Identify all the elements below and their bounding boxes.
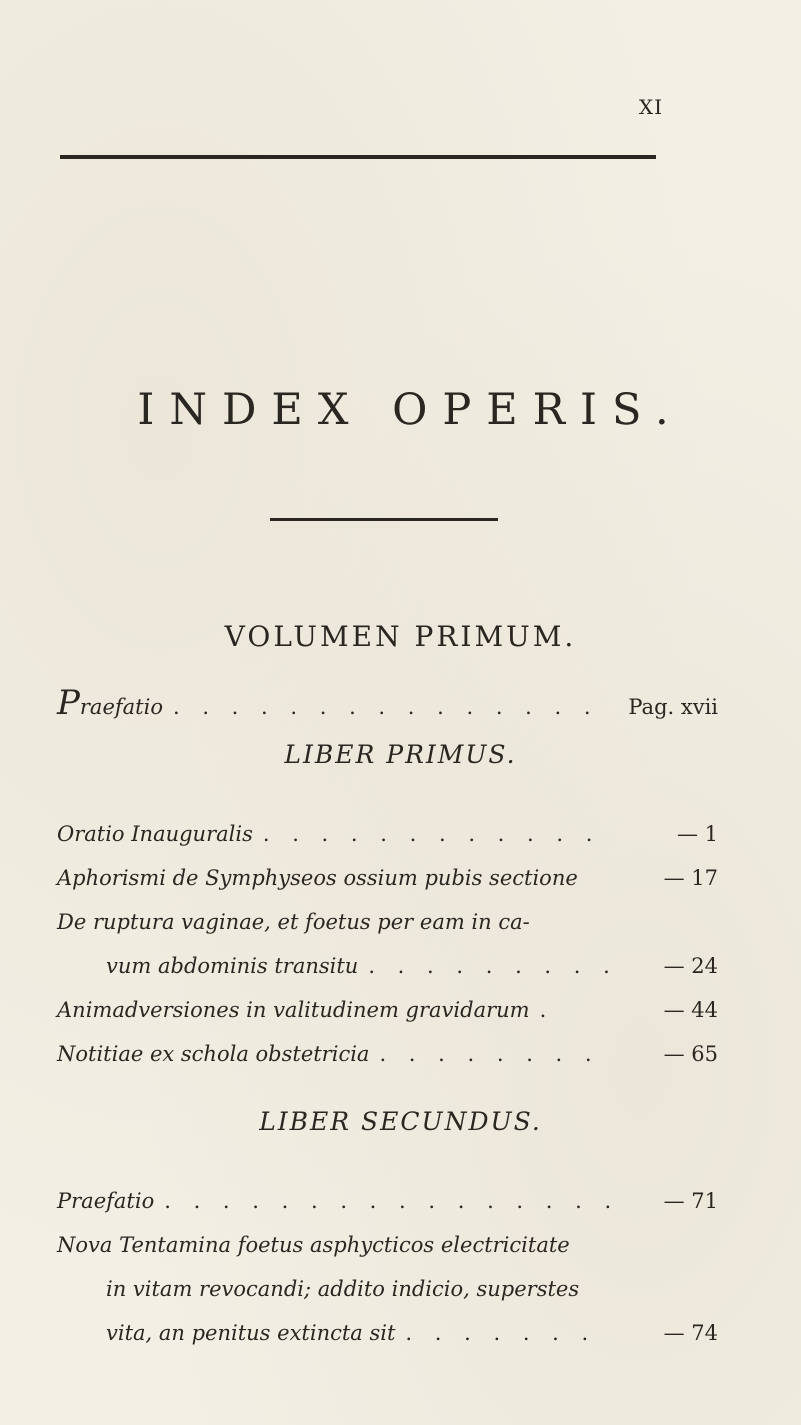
toc-entry-page: — 71 (663, 1189, 718, 1213)
title-rule (270, 518, 498, 521)
leader-dots: . . . . . . . . (379, 1042, 600, 1066)
leader-dots: . . . . . . . (405, 1321, 597, 1345)
toc-entry-title (57, 683, 163, 723)
toc-entry-page: Pag. xvii (628, 695, 718, 719)
page-number: XI (638, 95, 663, 119)
toc-entry-title: Animadversiones in valitudinem gravidarum (57, 998, 530, 1022)
toc-entry-title-rest: raefatio (79, 695, 163, 719)
toc-entry-continuation (106, 954, 718, 978)
toc-entry-page: — 65 (663, 1042, 718, 1066)
toc-entry-title: vita, an penitus extincta sit (106, 1321, 396, 1345)
drop-cap: P (57, 683, 80, 723)
toc-entry (57, 1042, 718, 1066)
toc-entry (57, 866, 718, 890)
toc-entry (57, 822, 718, 846)
toc-entry-continuation (106, 1277, 718, 1301)
toc-entry-praefatio (57, 683, 718, 723)
toc-entry-page: — 1 (676, 822, 718, 846)
leader-dots: . . . . . . . . . . . . . . . . (164, 1189, 620, 1213)
toc-entry-title: Oratio Inauguralis (57, 822, 253, 846)
toc-entry-title: vum abdominis transitu (106, 954, 359, 978)
toc-entry (57, 910, 718, 934)
liber-secundus-heading: LIBER SECUNDUS. (259, 1107, 542, 1136)
toc-entry-continuation (106, 1321, 718, 1345)
leader-dots: . (539, 998, 555, 1022)
liber-primus-heading: LIBER PRIMUS. (284, 740, 517, 769)
toc-entry-title: Aphorismi de Symphyseos ossium pubis sectione (57, 866, 578, 890)
toc-entry-page: — 17 (663, 866, 718, 890)
toc-entry-title: in vitam revocandi; addito indicio, superstes (106, 1277, 580, 1301)
volume-title: VOLUMEN PRIMUM. (224, 620, 577, 653)
toc-entry-title: Praefatio (57, 1189, 155, 1213)
top-rule (60, 155, 656, 159)
leader-dots: . . . . . . . . . . . . (262, 822, 601, 846)
leader-dots: . . . . . . . . . (368, 954, 618, 978)
toc-entry-title: Nova Tentamina foetus asphycticos electricitate (57, 1233, 570, 1257)
toc-entry-title: Notitiae ex schola obstetricia (57, 1042, 370, 1066)
toc-entry-page: — 74 (663, 1321, 718, 1345)
toc-entry (57, 1189, 718, 1213)
toc-entry-title: De ruptura vaginae, et foetus per eam in ca- (57, 910, 530, 934)
index-title: INDEX OPERIS. (137, 385, 684, 435)
toc-entry (57, 1233, 718, 1257)
toc-entry (57, 998, 718, 1022)
toc-entry-page: — 44 (663, 998, 718, 1022)
toc-entry-page: — 24 (663, 954, 718, 978)
leader-dots: . . . . . . . . . . . . . . . (172, 695, 599, 719)
